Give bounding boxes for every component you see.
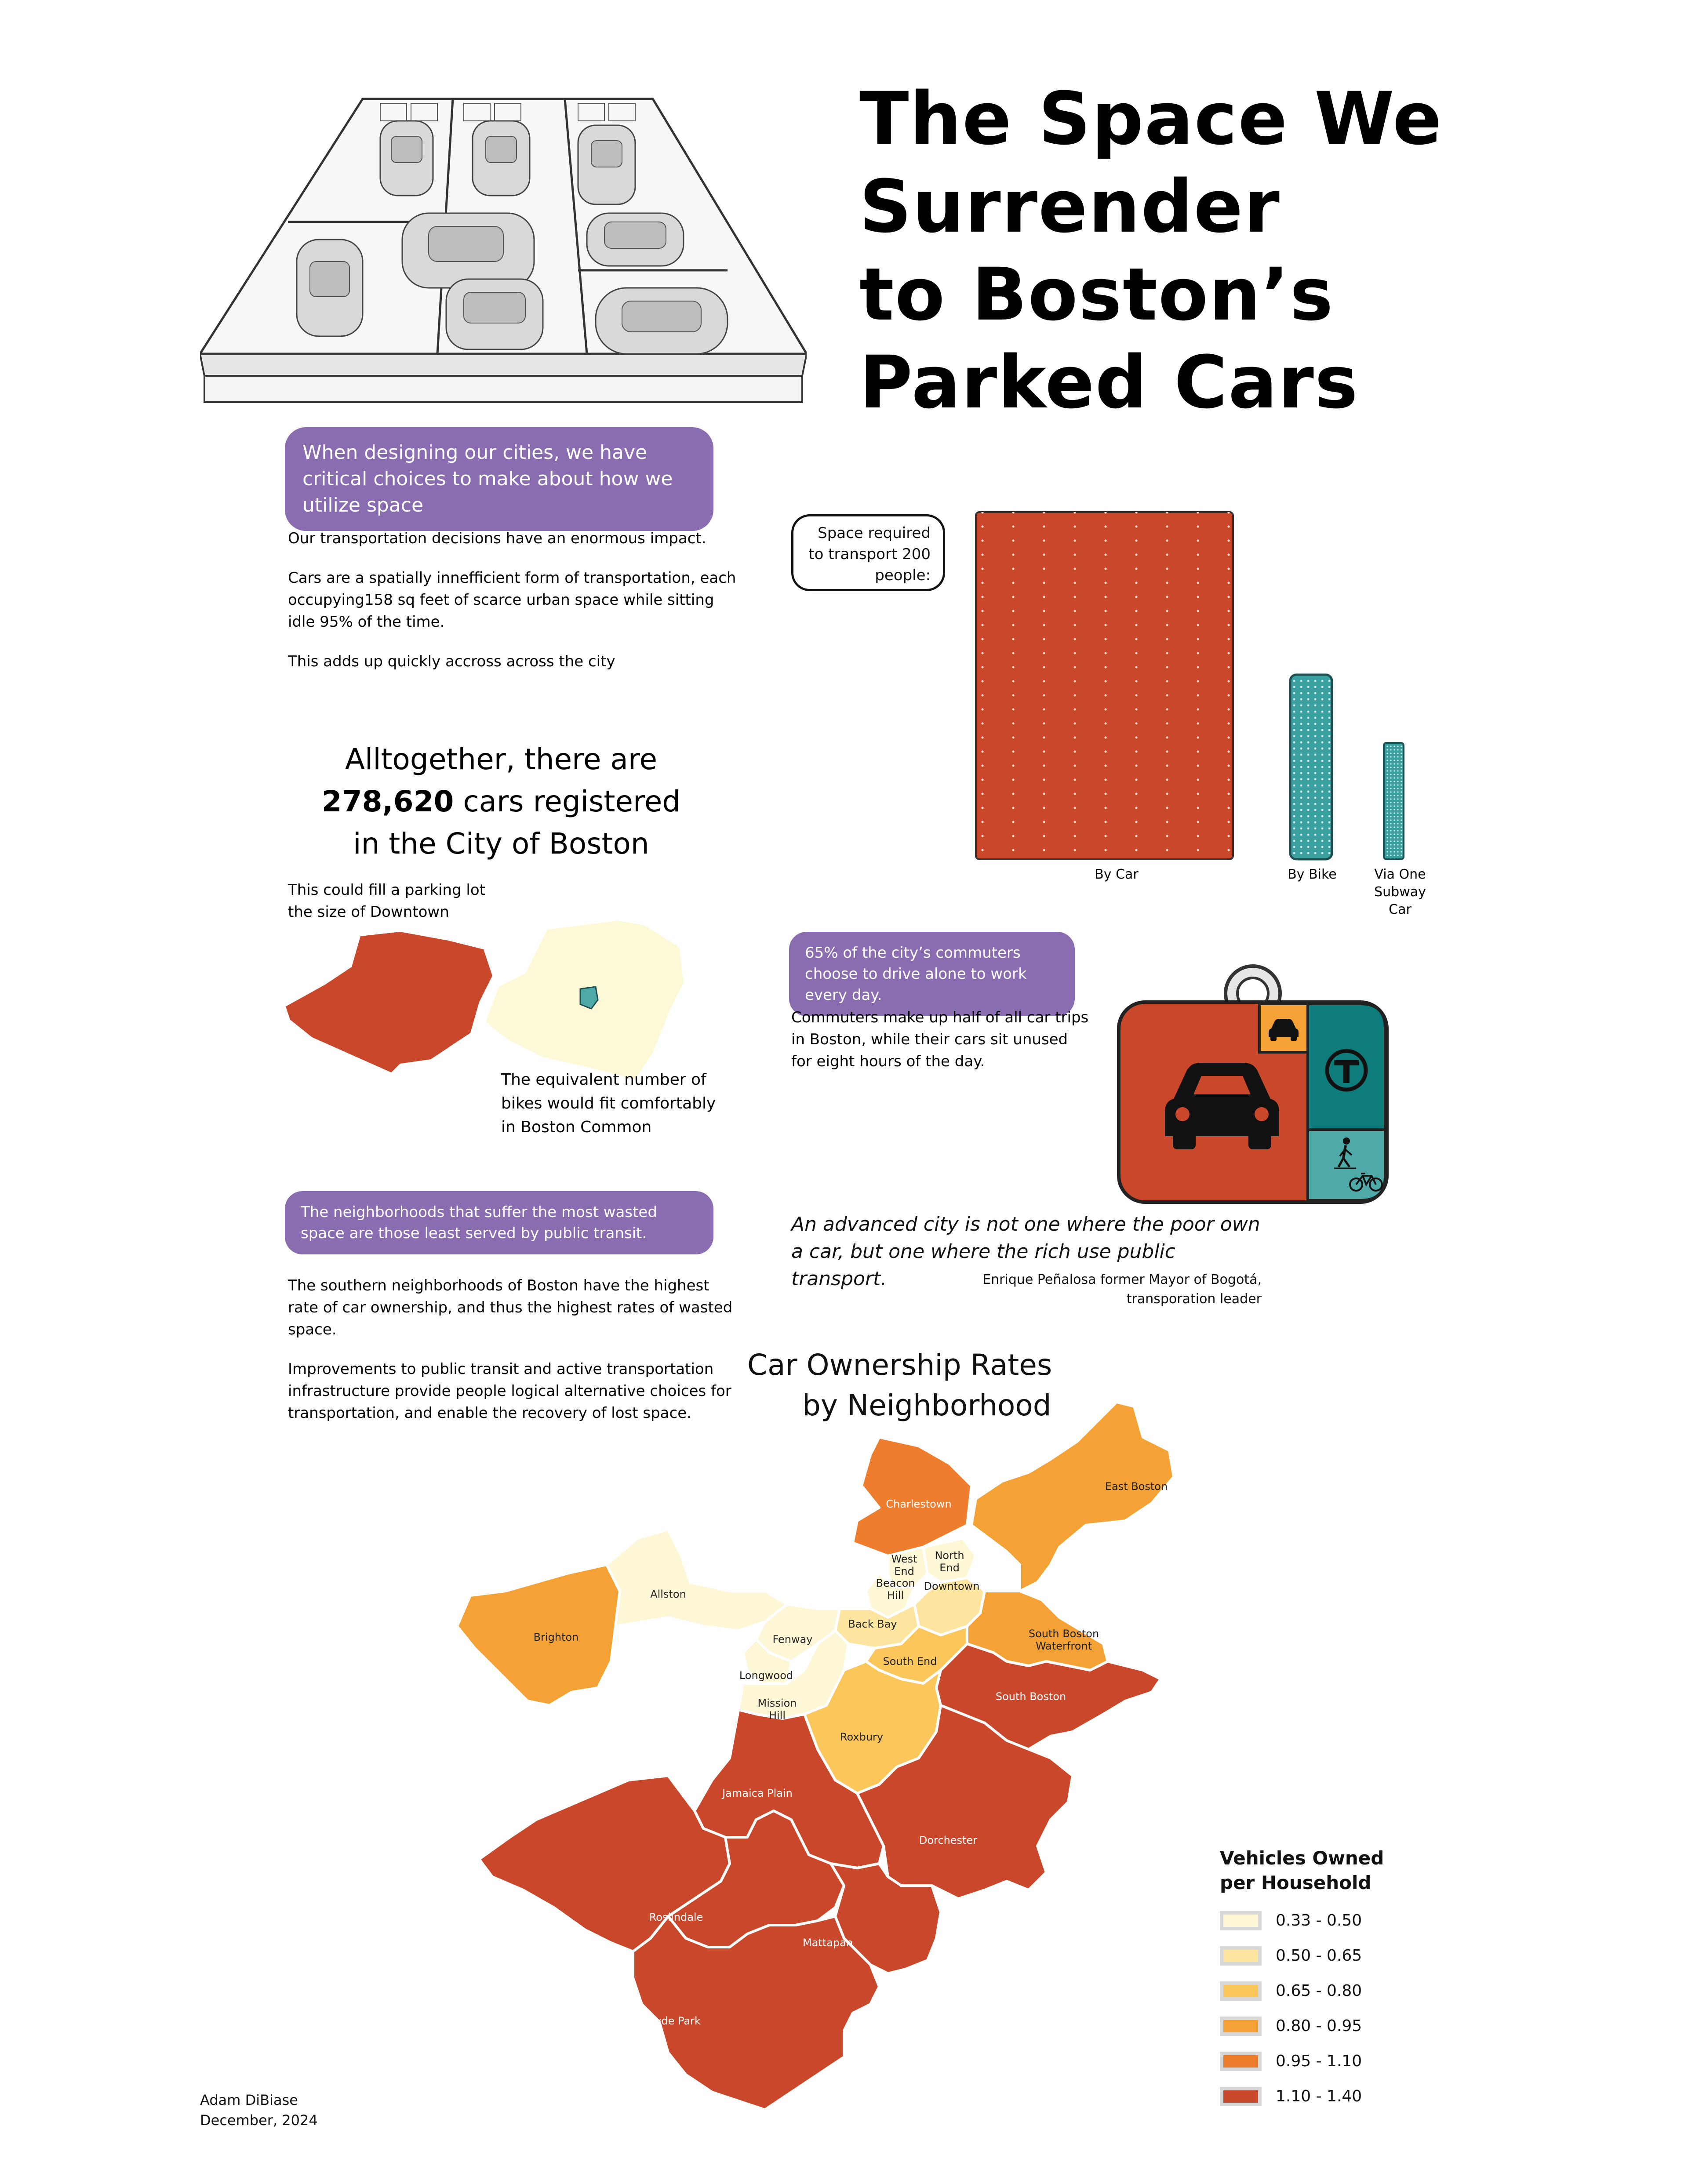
legend-swatch [1220,1981,1262,2001]
legend-item [1220,2086,1362,2108]
legend-label: 0.50 - 0.65 [1276,1947,1362,1965]
intro-paragraph-1: Our transportation decisions have an enormous impact. [288,530,706,547]
neighborhood-paragraph-1: The southern neighborhoods of Boston have the highest rate of car ownership, and thus the highest rates of wasted space. [288,1277,733,1338]
total-line-2-rest: cars registered [454,785,681,818]
legend-label: 0.65 - 0.80 [1276,1982,1362,2000]
region-allston [607,1530,787,1631]
label-dorchester: Dorchester [919,1834,978,1846]
label-roslindale: Roslindale [649,1911,703,1923]
label-back-bay: Back Bay [848,1618,897,1630]
label-brighton: Brighton [533,1631,579,1643]
region-east-boston [971,1402,1174,1591]
neighborhood-paragraph-2: Improvements to public transit and active transportation infrastructure provide people logical alternative choices for transportation, and enable the recovery of lost space. [288,1360,731,1422]
total-line-2 [277,781,725,823]
label-jamaica-plain: Jamaica Plain [722,1787,793,1799]
quote-text: An advanced city is not one where the poor own a car, but one where the rich use public transport. [791,1213,1260,1290]
legend-label: 0.80 - 0.95 [1276,2017,1362,2035]
legend-swatch [1220,1946,1262,1966]
map-title-line-1: Car Ownership Rates [747,1348,1052,1382]
legend-swatch [1220,1911,1262,1930]
label-mission-hill-1: Mission [757,1697,797,1709]
bar-label-subway: Via One Subway Car [1374,867,1426,917]
label-south-boston-waterfront-2: Waterfront [1035,1640,1092,1652]
label-east-boston: East Boston [1105,1480,1168,1493]
bar-via-subway [1384,743,1404,859]
label-south-boston-waterfront-1: South Boston [1028,1628,1099,1640]
legend-item [1220,1945,1362,1967]
downtown-parking-shape [286,932,492,1072]
label-beacon-hill-1: Beacon [876,1577,915,1589]
label-west-end-1: West [891,1553,917,1565]
parking-garage-illustration [200,94,807,407]
quote-attribution-2: transporation leader [1126,1291,1262,1307]
legend-label: 0.95 - 1.10 [1276,2052,1362,2070]
legend-title [1220,1846,1384,1895]
label-longwood: Longwood [739,1669,793,1682]
total-number: 278,620 [321,785,454,818]
region-charlestown [853,1437,971,1556]
legend-label: 0.33 - 0.50 [1276,1911,1362,1930]
bar-label-car: By Car [1095,867,1139,882]
label-north-end-1: North [935,1549,964,1562]
label-south-end: South End [883,1655,937,1668]
neighborhood-pill: The neighborhoods that suffer the most wasted space are those least served by public transit. [285,1191,713,1254]
label-beacon-hill-2: Hill [887,1589,904,1602]
label-charlestown: Charlestown [886,1498,952,1510]
credit-author: Adam DiBiase [200,2092,298,2108]
quote-attribution [923,1270,1262,1309]
page-title [859,75,1443,426]
label-roxbury: Roxbury [840,1731,884,1743]
bar-by-car [976,512,1233,859]
car-ownership-map [422,1398,1196,2123]
commute-mode-suitcase [1117,963,1389,1204]
total-line-3: in the City of Boston [353,827,649,861]
label-west-roxbury: West Roxbury [492,1922,565,1934]
label-mission-hill-2: Hill [768,1709,786,1722]
title-line-4: Parked Cars [859,340,1359,425]
credit [200,2090,318,2130]
quote-attribution-1: Enrique Peñalosa former Mayor of Bogotá, [982,1272,1262,1287]
legend-swatch [1220,2087,1262,2106]
legend-item [1220,2050,1362,2072]
legend-swatch [1220,2052,1262,2071]
label-west-end-2: End [894,1565,914,1577]
label-hyde-park: Hyde Park [647,2015,701,2027]
bike-caption: The equivalent number of bikes would fit comfortably in Boston Common [501,1071,716,1136]
legend-item [1220,2015,1362,2037]
title-line-1: The Space We [859,76,1443,161]
legend-title-line-1: Vehicles Owned [1220,1847,1384,1869]
label-north-end-2: End [939,1562,960,1574]
bar-label-bike: By Bike [1288,867,1337,882]
bar-by-bike [1290,675,1332,859]
intro-pill: When designing our cities, we have critical choices to make about how we utilize space [285,427,713,531]
commute-pill: 65% of the city’s commuters choose to drive alone to work every day. [789,932,1075,1016]
legend-label: 1.10 - 1.40 [1276,2087,1362,2105]
space-bar-chart [967,505,1429,870]
map-title-line-2: by Neighborhood [802,1388,1051,1422]
legend-swatch [1220,2017,1262,2036]
intro-text [288,527,736,690]
total-cars-statement [277,738,725,865]
commute-text: Commuters make up half of all car trips in Boston, while their cars sit unused for eight hours of the day. [791,1009,1089,1070]
intro-paragraph-3: This adds up quickly accross across the city [288,653,615,670]
label-south-boston: South Boston [995,1690,1066,1703]
legend-title-line-2: per Household [1220,1872,1372,1893]
space-callout: Space required to transport 200 people: [791,514,945,591]
boston-common-shape [486,921,684,1083]
label-downtown: Downtown [924,1580,980,1592]
legend-item [1220,1980,1362,2002]
label-mattapan: Mattapan [802,1937,853,1949]
intro-paragraph-2: Cars are a spatially innefficient form of transportation, each occupying158 sq feet of scarce urban space while sitting idle 95% of the time. [288,569,736,631]
label-allston: Allston [650,1588,686,1600]
legend-item [1220,1910,1362,1932]
credit-date: December, 2024 [200,2112,318,2129]
label-fenway: Fenway [772,1633,813,1646]
fill-caption: This could fill a parking lot the size of Downtown [288,881,485,921]
total-line-1: Alltogether, there are [345,742,658,776]
title-line-2: Surrender [859,164,1281,249]
title-line-3: to Boston’s [859,252,1334,337]
